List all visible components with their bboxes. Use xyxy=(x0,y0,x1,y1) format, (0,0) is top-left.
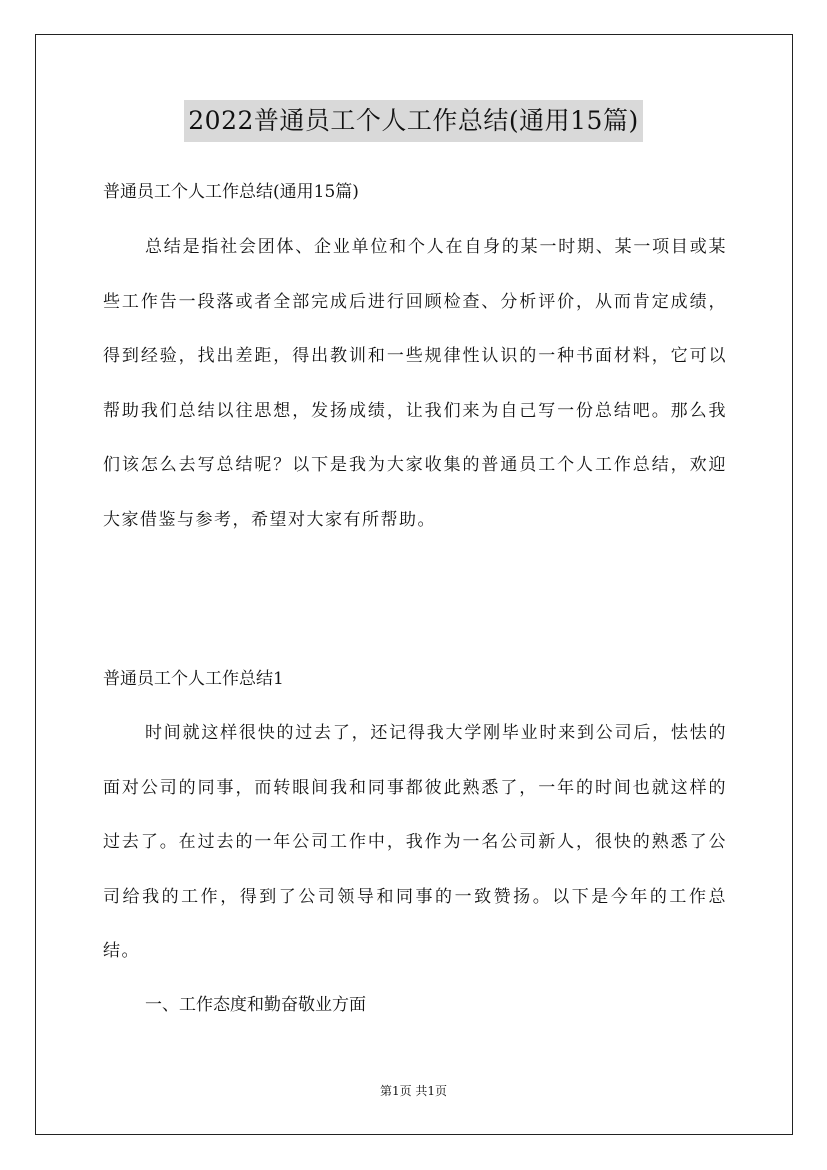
section-paragraph: 时间就这样很快的过去了，还记得我大学刚毕业时来到公司后，怯怯的面对公司的同事，而转眼间我和同事都彼此熟悉了，一年的时间也就这样的过去了。在过去的一年公司工作中，我作为一名公司新人，很快的熟悉了公司给我的工作，得到了公司领导和同事的一致赞扬。以下是今年的工作总结。 xyxy=(103,723,727,961)
title-container xyxy=(0,100,827,142)
subheading: 一、工作态度和勤奋敬业方面 xyxy=(145,995,366,1015)
section-heading: 普通员工个人工作总结1 xyxy=(103,669,284,689)
document-title: 2022普通员工个人工作总结(通用15篇) xyxy=(184,100,642,142)
page-footer: 第1页 共1页 xyxy=(379,1084,448,1098)
intro-paragraph: 总结是指社会团体、企业单位和个人在自身的某一时期、某一项目或某些工作告一段落或者全部完成后进行回顾检查、分析评价，从而肯定成绩，得到经验，找出差距，得出教训和一些规律性认识的一种书面材料，它可以帮助我们总结以往思想，发扬成绩，让我们来为自己写一份总结吧。那么我们该怎么去写总结呢？以下是我为大家收集的普通员工个人工作总结，欢迎大家借鉴与参考，希望对大家有所帮助。 xyxy=(103,237,727,530)
document-subtitle: 普通员工个人工作总结(通用15篇) xyxy=(103,182,359,202)
